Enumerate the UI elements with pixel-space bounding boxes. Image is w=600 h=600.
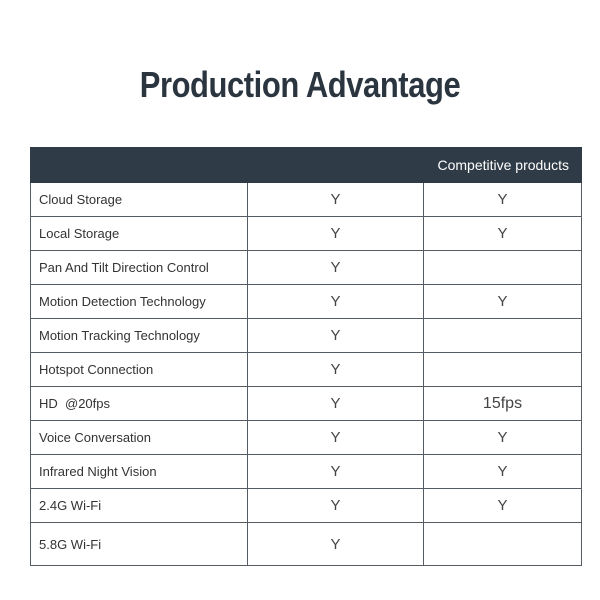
competitor-cell: Y [424,455,582,489]
competitor-cell: Y [424,183,582,217]
table-row [31,387,582,421]
competitor-cell: Y [424,217,582,251]
ours-cell: Y [248,489,424,523]
ours-cell: Y [248,285,424,319]
feature-cell: Cloud Storage [31,183,248,217]
comparison-table [30,147,582,566]
header-ours [248,148,424,183]
competitor-cell: Y [424,285,582,319]
ours-cell: Y [248,455,424,489]
table-header-row [31,148,582,183]
page-title: Production Advantage [139,64,461,105]
competitor-cell [424,353,582,387]
header-feature [31,148,248,183]
ours-cell: Y [248,387,424,421]
ours-cell: Y [248,217,424,251]
ours-cell: Y [248,353,424,387]
ours-cell: Y [248,319,424,353]
feature-cell: HD @20fps [31,387,248,421]
feature-cell: Motion Detection Technology [31,285,248,319]
competitor-cell: Y [424,489,582,523]
feature-cell: Pan And Tilt Direction Control [31,251,248,285]
table-row [31,455,582,489]
table-row [31,353,582,387]
feature-cell: Hotspot Connection [31,353,248,387]
table-row [31,183,582,217]
feature-cell: Voice Conversation [31,421,248,455]
competitor-cell: 15fps [424,387,582,421]
competitor-cell: Y [424,421,582,455]
ours-cell: Y [248,251,424,285]
feature-cell: Infrared Night Vision [31,455,248,489]
competitor-cell [424,523,582,566]
header-competitive-products: Competitive products [424,148,582,183]
competitor-cell [424,319,582,353]
ours-cell: Y [248,183,424,217]
table-row [31,285,582,319]
feature-cell: Motion Tracking Technology [31,319,248,353]
table-row [31,251,582,285]
table-row [31,217,582,251]
table-row [31,421,582,455]
table-row [31,319,582,353]
competitor-cell [424,251,582,285]
feature-cell: 5.8G Wi-Fi [31,523,248,566]
table-row [31,523,582,566]
table-row [31,489,582,523]
ours-cell: Y [248,523,424,566]
feature-cell: Local Storage [31,217,248,251]
ours-cell: Y [248,421,424,455]
feature-cell: 2.4G Wi-Fi [31,489,248,523]
